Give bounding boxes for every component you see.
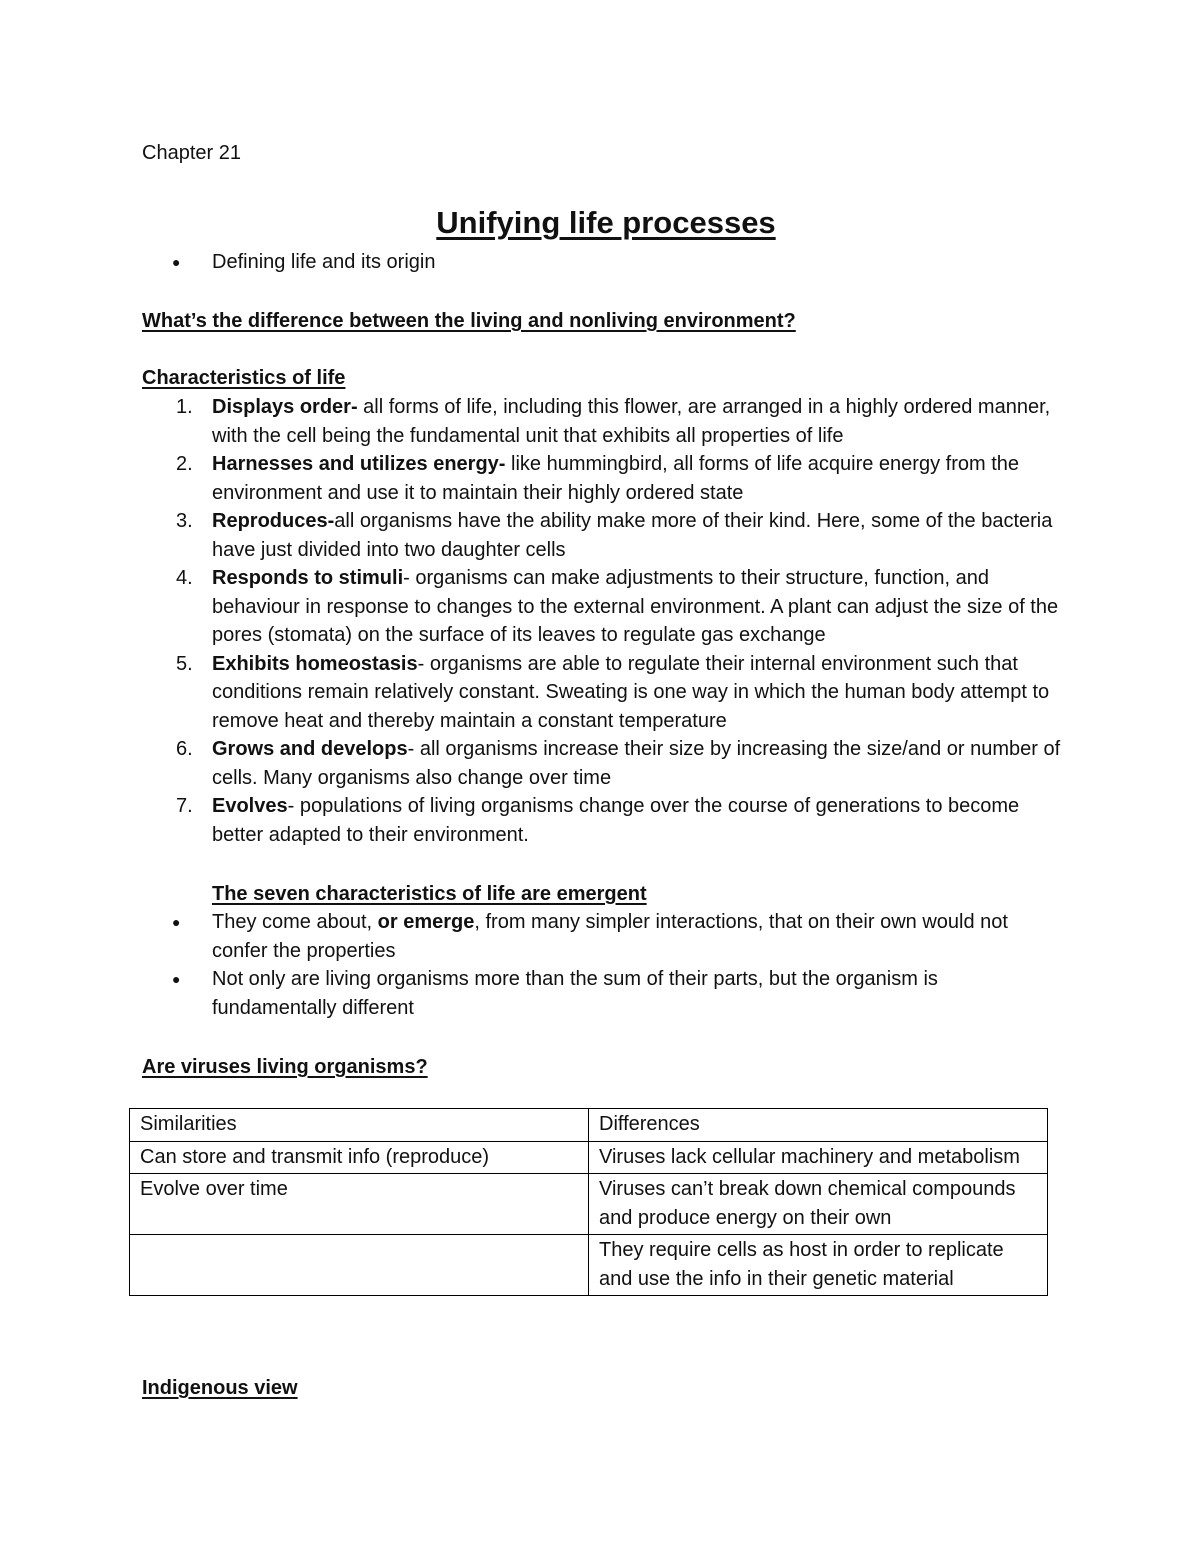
list-number: 6. (176, 738, 193, 760)
table-header-row (130, 1109, 1048, 1142)
table-row (130, 1174, 1048, 1235)
list-item (142, 450, 1062, 507)
characteristic-term: Harnesses and utilizes energy- (212, 453, 506, 475)
emergent-bullet-2-text: Not only are living organisms more than the sum of their parts, but the organism is fundamentally different (212, 968, 938, 1019)
characteristic-term: Exhibits homeostasis (212, 652, 418, 675)
characteristics-list (142, 393, 1062, 849)
characteristic-description: - organisms can make adjustments to their structure, function, and behaviour in response to changes to the external environment. A plant can adjust the size of the pores (stomata) on the surface of its leaves to regulate gas exchange (212, 567, 1059, 646)
characteristic-term: Grows and develops (212, 738, 408, 760)
list-number: 2. (176, 453, 193, 475)
indigenous-heading: Indigenous view (142, 1377, 298, 1399)
list-item (142, 393, 1062, 450)
table-row (130, 1235, 1048, 1296)
emergent-text-c: , from many simpler interactions, that on their own would not confer the properties (212, 911, 1008, 962)
list-item (142, 564, 1062, 650)
list-number: 1. (176, 396, 193, 418)
emergent-heading: The seven characteristics of life are emergent (212, 883, 647, 905)
emergent-text-a: They come about, (212, 911, 378, 933)
characteristic-term: Responds to stimuli (212, 567, 404, 589)
virus-comparison-table (129, 1108, 1048, 1296)
table-cell: Evolve over time (130, 1174, 589, 1235)
characteristics-heading: Characteristics of life (142, 367, 346, 389)
chapter-label: Chapter 21 (142, 142, 241, 164)
characteristic-description: like hummingbird, all forms of life acquire energy from the environment and use it to maintain their highly ordered state (212, 453, 1019, 504)
list-number: 5. (176, 652, 193, 675)
column-header-differences: Differences (589, 1109, 1048, 1142)
page-title: Unifying life processes (436, 205, 776, 240)
table-cell (130, 1235, 589, 1296)
emergent-bullet-1 (142, 908, 1062, 965)
intro-bullet (142, 248, 435, 277)
table-row (130, 1141, 1048, 1174)
bullet-icon: ● (172, 971, 181, 987)
characteristic-description: - organisms are able to regulate their internal environment such that conditions remain relatively constant. Sweating is one way in which the human body attempt to remove heat and thereby maintain a constant temperature (212, 652, 1050, 732)
list-item (142, 507, 1062, 564)
characteristic-term: Evolves (212, 795, 288, 817)
characteristic-description: all forms of life, including this flower, are arranged in a highly ordered manner, with the cell being the fundamental unit that exhibits all properties of life (212, 396, 1051, 447)
emergent-text-emphasis: or emerge (377, 911, 475, 933)
list-item (142, 650, 1062, 736)
characteristic-description: - populations of living organisms change over the course of generations to become better adapted to their environment. (212, 795, 1020, 846)
characteristic-description: - all organisms increase their size by increasing the size/and or number of cells. Many organisms also change over time (212, 738, 1061, 789)
table-cell: Viruses can’t break down chemical compounds and produce energy on their own (589, 1174, 1048, 1235)
bullet-icon: ● (172, 254, 181, 270)
list-number: 4. (176, 567, 193, 589)
column-header-similarities: Similarities (130, 1109, 589, 1142)
table-cell: Can store and transmit info (reproduce) (130, 1141, 589, 1174)
bullet-icon: ● (172, 914, 181, 930)
list-item (142, 735, 1062, 792)
characteristic-term: Displays order- (212, 396, 358, 418)
table-cell: They require cells as host in order to replicate and use the info in their genetic material (589, 1235, 1048, 1296)
question-heading-living: What’s the difference between the living and nonliving environment? (142, 310, 796, 332)
intro-bullet-text: Defining life and its origin (212, 251, 436, 273)
list-number: 7. (176, 795, 193, 817)
characteristic-description: all organisms have the ability make more of their kind. Here, some of the bacteria have just divided into two daughter cells (212, 510, 1053, 561)
list-number: 3. (176, 510, 193, 532)
emergent-bullet-2 (142, 965, 1062, 1022)
characteristic-term: Reproduces- (212, 510, 335, 532)
question-heading-viruses: Are viruses living organisms? (142, 1056, 428, 1078)
table-cell: Viruses lack cellular machinery and metabolism (589, 1141, 1048, 1174)
list-item (142, 792, 1062, 849)
